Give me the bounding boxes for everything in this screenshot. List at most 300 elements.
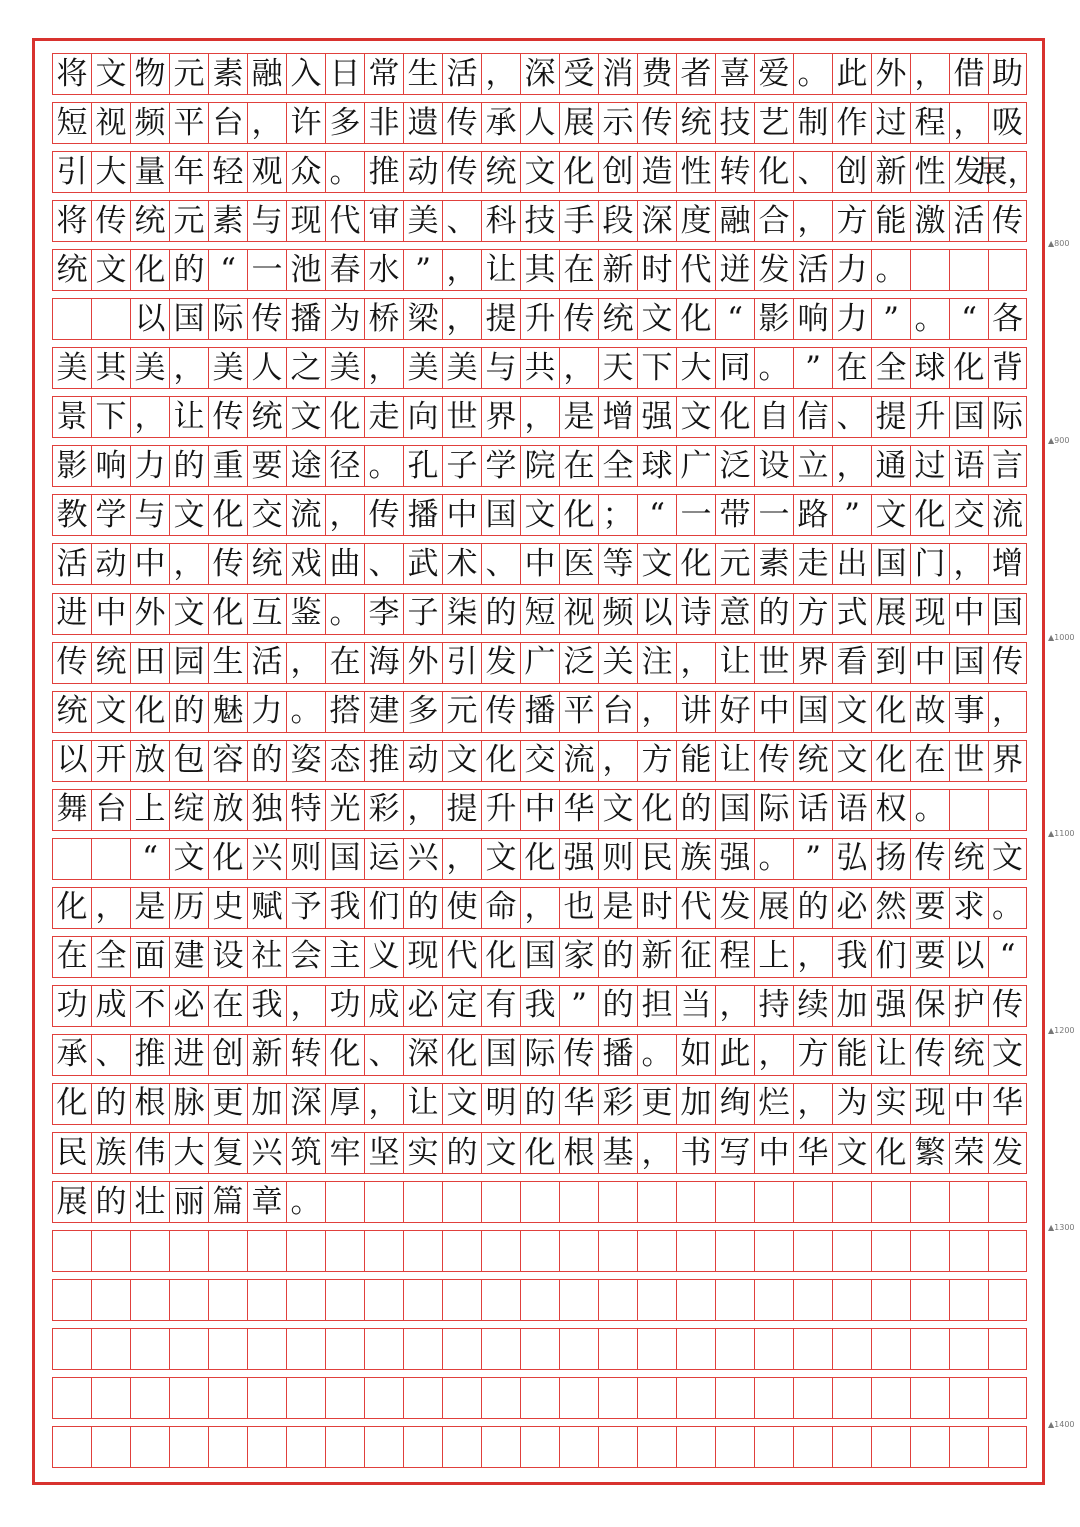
grid-cell: 立 (793, 445, 832, 487)
grid-cell: 世 (949, 740, 988, 782)
grid-cell: 意 (715, 593, 754, 635)
grid-cell: 的 (403, 887, 442, 929)
grid-cell: 时 (637, 249, 676, 291)
grid-cell: ， (715, 985, 754, 1027)
grid-cell: 中 (130, 543, 169, 585)
grid-cell: 路 (793, 494, 832, 536)
grid-cell: 性 (676, 151, 715, 193)
grid-cell: ， (442, 298, 481, 340)
grid-cell: 态 (325, 740, 364, 782)
grid-cell: 展， (988, 151, 1027, 193)
grid-cell: 绚 (715, 1083, 754, 1125)
grid-cell: 统 (130, 200, 169, 242)
grid-cell: 统 (247, 543, 286, 585)
grid-cell: 与 (481, 347, 520, 389)
grid-cell: 审 (364, 200, 403, 242)
grid-cell: 书 (676, 1132, 715, 1174)
grid-cell: 舞 (52, 789, 91, 831)
grid-cell: 统 (52, 249, 91, 291)
grid-cell: 生 (403, 53, 442, 95)
grid-cell: 力 (832, 298, 871, 340)
grid-cell: 面 (130, 936, 169, 978)
grid-row (52, 936, 1027, 978)
grid-cell: 族 (91, 1132, 130, 1174)
grid-cell: 国 (949, 396, 988, 438)
grid-cell: 频 (598, 593, 637, 635)
grid-cell (754, 1181, 793, 1223)
grid-cell: 梁 (403, 298, 442, 340)
grid-cell: 统 (676, 102, 715, 144)
grid-cell: 台 (91, 789, 130, 831)
grid-cell: 现 (910, 593, 949, 635)
grid-cell: 传 (988, 642, 1027, 684)
grid-cell: 化 (520, 1132, 559, 1174)
grid-cell: 然 (871, 887, 910, 929)
grid-cell: 素 (208, 200, 247, 242)
grid-cell: 历 (169, 887, 208, 929)
grid-cell: 展 (871, 593, 910, 635)
grid-cell (520, 1279, 559, 1321)
grid-cell: 的 (520, 1083, 559, 1125)
grid-cell: 学 (91, 494, 130, 536)
grid-cell: 消 (598, 53, 637, 95)
grid-cell: 创 (208, 1034, 247, 1076)
grid-row (52, 1083, 1027, 1125)
grid-cell (949, 1426, 988, 1468)
grid-cell (130, 1230, 169, 1272)
grid-cell: 过 (910, 445, 949, 487)
grid-cell: 影 (754, 298, 793, 340)
grid-cell: 广 (676, 445, 715, 487)
grid-cell: 传 (91, 200, 130, 242)
grid-cell (598, 1230, 637, 1272)
grid-cell: 的 (91, 1083, 130, 1125)
grid-row (52, 1034, 1027, 1076)
grid-cell: 台 (208, 102, 247, 144)
grid-cell: 传 (247, 298, 286, 340)
grid-cell: 、 (364, 1034, 403, 1076)
grid-cell: 担 (637, 985, 676, 1027)
grid-cell: 为 (832, 1083, 871, 1125)
grid-cell (403, 1279, 442, 1321)
grid-cell: ； (598, 494, 637, 536)
grid-cell: 姿 (286, 740, 325, 782)
grid-cell: 基 (598, 1132, 637, 1174)
grid-cell (403, 1328, 442, 1370)
grid-cell: ” (871, 298, 910, 340)
grid-cell (715, 1328, 754, 1370)
grid-row (52, 396, 1027, 438)
grid-cell: 将 (52, 200, 91, 242)
grid-cell: 艺 (754, 102, 793, 144)
grid-cell (91, 298, 130, 340)
grid-cell: 化 (481, 740, 520, 782)
grid-cell (949, 1279, 988, 1321)
grid-cell (598, 1328, 637, 1370)
grid-cell: 代 (676, 249, 715, 291)
grid-cell (286, 1426, 325, 1468)
grid-cell (793, 1377, 832, 1419)
grid-cell (559, 1328, 598, 1370)
grid-cell (325, 1181, 364, 1223)
grid-cell: 弘 (832, 838, 871, 880)
grid-cell: 作 (832, 102, 871, 144)
grid-cell: 语 (832, 789, 871, 831)
grid-cell: 活 (793, 249, 832, 291)
grid-cell: 运 (364, 838, 403, 880)
word-count-marker: ▲1100 (1048, 829, 1075, 838)
grid-cell: 世 (754, 642, 793, 684)
grid-cell (286, 1230, 325, 1272)
grid-cell: 设 (208, 936, 247, 978)
grid-cell: ， (442, 838, 481, 880)
grid-cell: 华 (559, 1083, 598, 1125)
grid-cell (754, 1279, 793, 1321)
grid-cell (949, 1181, 988, 1223)
grid-cell: 是 (598, 887, 637, 929)
grid-cell: 彩 (598, 1083, 637, 1125)
grid-cell: 播 (286, 298, 325, 340)
grid-row (52, 1328, 1027, 1370)
grid-cell (988, 1328, 1027, 1370)
grid-cell: 鉴 (286, 593, 325, 635)
grid-cell: 化 (325, 1034, 364, 1076)
grid-cell: 转 (715, 151, 754, 193)
grid-cell: 传 (208, 543, 247, 585)
grid-row (52, 642, 1027, 684)
grid-cell: 过 (871, 102, 910, 144)
grid-cell: 承 (52, 1034, 91, 1076)
grid-cell (169, 1377, 208, 1419)
grid-cell: 建 (169, 936, 208, 978)
grid-cell: 推 (130, 1034, 169, 1076)
grid-cell: 国 (520, 936, 559, 978)
grid-cell: 新 (598, 249, 637, 291)
grid-cell: 化 (676, 298, 715, 340)
grid-cell: 脉 (169, 1083, 208, 1125)
word-count-marker: ▲1000 (1048, 633, 1075, 642)
grid-cell: 以 (52, 740, 91, 782)
grid-cell: 造 (637, 151, 676, 193)
grid-cell (481, 1426, 520, 1468)
grid-cell: 文 (637, 543, 676, 585)
grid-cell: 命 (481, 887, 520, 929)
grid-cell: 绽 (169, 789, 208, 831)
grid-row (52, 789, 1027, 831)
grid-cell (208, 1426, 247, 1468)
grid-cell: “ (637, 494, 676, 536)
grid-cell: 根 (559, 1132, 598, 1174)
grid-cell: 文 (91, 53, 130, 95)
grid-cell: 交 (520, 740, 559, 782)
grid-cell (247, 1328, 286, 1370)
grid-cell: 园 (169, 642, 208, 684)
grid-cell: 径 (325, 445, 364, 487)
grid-cell (442, 1230, 481, 1272)
grid-cell: 华 (793, 1132, 832, 1174)
grid-cell: 权 (871, 789, 910, 831)
grid-cell: 多 (325, 102, 364, 144)
grid-cell: 化 (910, 494, 949, 536)
grid-cell: 走 (793, 543, 832, 585)
grid-cell: 更 (637, 1083, 676, 1125)
grid-cell (325, 1328, 364, 1370)
grid-cell: 美 (130, 347, 169, 389)
grid-cell: 文 (598, 789, 637, 831)
grid-cell: 元 (169, 53, 208, 95)
grid-cell: 其 (91, 347, 130, 389)
grid-cell (520, 1230, 559, 1272)
grid-cell: 传 (637, 102, 676, 144)
grid-cell: 走 (364, 396, 403, 438)
grid-cell (364, 1328, 403, 1370)
grid-cell: 升 (520, 298, 559, 340)
grid-cell: 化 (637, 789, 676, 831)
grid-cell: 国 (169, 298, 208, 340)
grid-cell (286, 1279, 325, 1321)
grid-cell (52, 838, 91, 880)
grid-cell (520, 1377, 559, 1419)
grid-cell: 武 (403, 543, 442, 585)
grid-cell (52, 1377, 91, 1419)
grid-cell: 篇 (208, 1181, 247, 1223)
grid-cell: 使 (442, 887, 481, 929)
grid-cell: 戏 (286, 543, 325, 585)
grid-cell: 能 (832, 1034, 871, 1076)
grid-cell: 借 (949, 53, 988, 95)
grid-cell: 元 (442, 691, 481, 733)
grid-cell (208, 1328, 247, 1370)
grid-cell: 力 (247, 691, 286, 733)
grid-cell: 要 (247, 445, 286, 487)
grid-cell: ， (637, 691, 676, 733)
grid-cell: 深 (403, 1034, 442, 1076)
grid-cell: 众 (286, 151, 325, 193)
grid-cell: 化 (130, 249, 169, 291)
grid-row (52, 887, 1027, 929)
grid-cell: 动 (91, 543, 130, 585)
grid-cell: 同 (715, 347, 754, 389)
grid-cell: 制 (793, 102, 832, 144)
grid-cell: 传 (52, 642, 91, 684)
grid-cell: 球 (910, 347, 949, 389)
grid-cell (637, 1279, 676, 1321)
grid-cell: 力 (832, 249, 871, 291)
grid-cell: ” (559, 985, 598, 1027)
grid-cell: 牢 (325, 1132, 364, 1174)
grid-cell: 轻 (208, 151, 247, 193)
grid-cell: 们 (871, 936, 910, 978)
grid-cell: 示 (598, 102, 637, 144)
grid-cell: 在 (52, 936, 91, 978)
grid-cell: 求 (949, 887, 988, 929)
grid-cell (52, 1426, 91, 1468)
grid-cell (520, 1426, 559, 1468)
grid-cell: 升 (910, 396, 949, 438)
grid-cell: 主 (325, 936, 364, 978)
grid-cell (247, 1426, 286, 1468)
grid-cell: ， (754, 1034, 793, 1076)
grid-cell: 则 (598, 838, 637, 880)
grid-cell: 化 (325, 396, 364, 438)
grid-cell: ， (364, 347, 403, 389)
grid-cell: 美 (325, 347, 364, 389)
grid-cell: 的 (247, 740, 286, 782)
grid-cell: 文 (832, 1132, 871, 1174)
grid-row (52, 1181, 1027, 1223)
grid-cell: 引 (52, 151, 91, 193)
grid-cell: 强 (559, 838, 598, 880)
grid-cell: 续 (793, 985, 832, 1027)
grid-cell: 际 (208, 298, 247, 340)
grid-cell: 频 (130, 102, 169, 144)
grid-cell (715, 1230, 754, 1272)
grid-cell: 文 (871, 494, 910, 536)
grid-cell: 必 (403, 985, 442, 1027)
grid-cell: 当 (676, 985, 715, 1027)
grid-cell: 发 (988, 1132, 1027, 1174)
grid-cell: ” (403, 249, 442, 291)
grid-cell: 如 (676, 1034, 715, 1076)
grid-cell: 合 (754, 200, 793, 242)
grid-cell: 传 (442, 102, 481, 144)
grid-cell: 统 (949, 838, 988, 880)
grid-cell: 、 (481, 543, 520, 585)
grid-cell: 。 (754, 347, 793, 389)
grid-cell: “ (949, 298, 988, 340)
grid-cell: 生 (208, 642, 247, 684)
grid-cell: 统 (52, 691, 91, 733)
grid-cell: 魅 (208, 691, 247, 733)
grid-cell: 桥 (364, 298, 403, 340)
grid-cell (910, 1230, 949, 1272)
grid-cell (715, 1426, 754, 1468)
grid-cell: 传 (442, 151, 481, 193)
grid-cell: 技 (715, 102, 754, 144)
grid-cell: 时 (637, 887, 676, 929)
grid-cell: 章 (247, 1181, 286, 1223)
grid-cell: 强 (871, 985, 910, 1027)
word-count-marker: ▲800 (1048, 239, 1070, 248)
grid-cell: 此 (715, 1034, 754, 1076)
grid-cell: 中 (520, 543, 559, 585)
grid-cell: 各 (988, 298, 1027, 340)
grid-cell: 深 (286, 1083, 325, 1125)
grid-cell (949, 1230, 988, 1272)
grid-cell: 必 (169, 985, 208, 1027)
grid-cell: 在 (208, 985, 247, 1027)
grid-cell: 美 (208, 347, 247, 389)
grid-cell: 院 (520, 445, 559, 487)
grid-cell: 中 (910, 642, 949, 684)
grid-cell (676, 1328, 715, 1370)
grid-cell (637, 1328, 676, 1370)
grid-cell: 定 (442, 985, 481, 1027)
grid-cell: 我 (520, 985, 559, 1027)
grid-cell: 素 (208, 53, 247, 95)
grid-cell (325, 1230, 364, 1272)
grid-cell: 们 (364, 887, 403, 929)
grid-cell: 展 (754, 887, 793, 929)
grid-cell: 到 (871, 642, 910, 684)
grid-cell (676, 1426, 715, 1468)
grid-cell: 传 (910, 1034, 949, 1076)
grid-cell: 建 (364, 691, 403, 733)
grid-cell: ， (988, 691, 1027, 733)
grid-cell (754, 1377, 793, 1419)
grid-cell: 传 (208, 396, 247, 438)
grid-cell: 独 (247, 789, 286, 831)
grid-cell: 传 (988, 985, 1027, 1027)
grid-cell: 转 (286, 1034, 325, 1076)
word-count-marker: ▲1300 (1048, 1223, 1075, 1232)
grid-cell: 进 (169, 1034, 208, 1076)
grid-cell (832, 1279, 871, 1321)
grid-cell: 。 (910, 298, 949, 340)
grid-cell: 、 (442, 200, 481, 242)
grid-cell (130, 1377, 169, 1419)
grid-cell: 化 (442, 1034, 481, 1076)
grid-cell: 国 (481, 494, 520, 536)
grid-cell: 搭 (325, 691, 364, 733)
grid-cell: 、 (364, 543, 403, 585)
grid-cell (910, 249, 949, 291)
grid-cell (676, 1230, 715, 1272)
grid-cell: ” (793, 838, 832, 880)
grid-cell: 开 (91, 740, 130, 782)
grid-cell: 融 (715, 200, 754, 242)
grid-cell: 界 (793, 642, 832, 684)
grid-cell: ， (325, 494, 364, 536)
grid-cell: 融 (247, 53, 286, 95)
grid-cell (559, 1426, 598, 1468)
grid-cell (988, 1426, 1027, 1468)
grid-cell (676, 1377, 715, 1419)
grid-cell: 响 (91, 445, 130, 487)
grid-cell: 医 (559, 543, 598, 585)
grid-cell: “ (715, 298, 754, 340)
grid-row (52, 838, 1027, 880)
grid-cell: 通 (871, 445, 910, 487)
grid-cell: 增 (598, 396, 637, 438)
grid-cell: 一 (754, 494, 793, 536)
grid-cell: 方 (793, 593, 832, 635)
grid-cell: 下 (637, 347, 676, 389)
grid-cell (364, 1426, 403, 1468)
grid-cell: 故 (910, 691, 949, 733)
grid-cell: 信 (793, 396, 832, 438)
grid-cell: 国 (988, 593, 1027, 635)
grid-row (52, 102, 1027, 144)
grid-cell: 在 (559, 445, 598, 487)
grid-cell: 水 (364, 249, 403, 291)
grid-cell: 助 (988, 53, 1027, 95)
grid-cell: ， (793, 200, 832, 242)
grid-cell: 中 (442, 494, 481, 536)
grid-cell (871, 1230, 910, 1272)
grid-cell: 文 (520, 151, 559, 193)
grid-cell: 手 (559, 200, 598, 242)
grid-cell: 文 (169, 494, 208, 536)
grid-cell: 吸 (988, 102, 1027, 144)
grid-cell (988, 1377, 1027, 1419)
grid-cell: 壮 (130, 1181, 169, 1223)
grid-cell (91, 1328, 130, 1370)
grid-cell (130, 1279, 169, 1321)
grid-cell: 复 (208, 1132, 247, 1174)
grid-cell: 田 (130, 642, 169, 684)
grid-cell: 中 (754, 691, 793, 733)
